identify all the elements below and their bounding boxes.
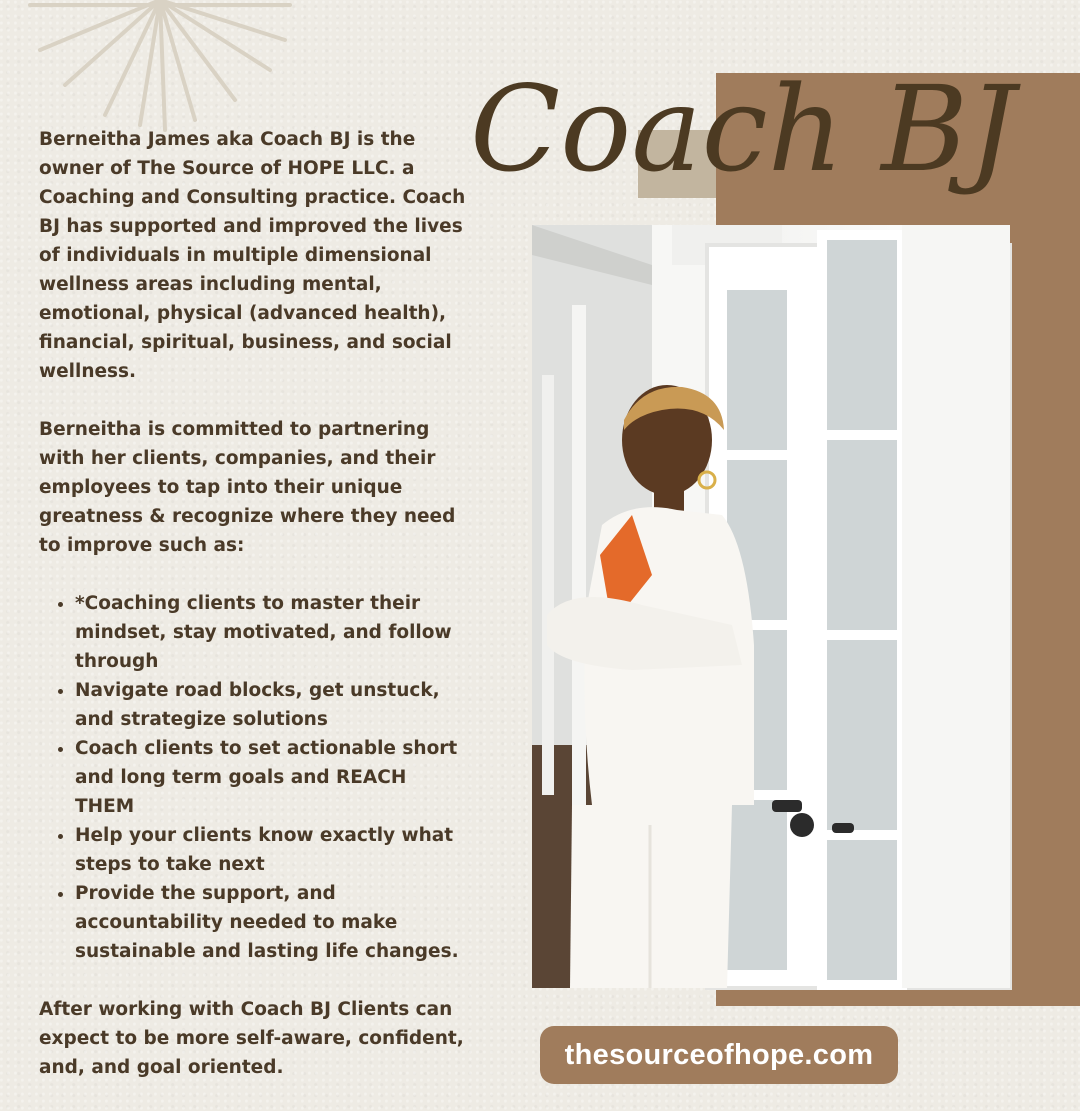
list-item: • *Coaching clients to master their mindset, stay motivated, and follow through (75, 589, 469, 676)
bio-commitment: Berneitha is committed to partnering with her clients, companies, and their employees to tap into their unique greatness & recognize where they need to improve such as: (39, 419, 456, 556)
bio-closing: After working with Coach BJ Clients can expect to be more self-aware, confident, and, and goal oriented. (39, 999, 464, 1078)
portrait-photo (532, 225, 1010, 988)
portrait-illustration (532, 225, 1010, 988)
list-item: • Coach clients to set actionable short and long term goals and REACH THEM (75, 734, 469, 821)
list-item: • Help your clients know exactly what steps to take next (75, 821, 469, 879)
list-item: • Provide the support, and accountability needed to make sustainable and lasting life changes. (75, 879, 469, 966)
bio-intro: Berneitha James aka Coach BJ is the owner of The Source of HOPE LLC. a Coaching and Consulting practice. Coach BJ has supported and improved the lives of individuals in multiple dimensional wellness areas including mental, emotional, physical (advanced health), financial, spiritual, business, and social wellness. (39, 129, 466, 382)
sunburst-decoration (20, 0, 300, 130)
page-title (460, 20, 1016, 220)
website-link[interactable]: thesourceofhope.com (540, 1026, 898, 1084)
improvement-list (39, 589, 469, 966)
bio-section (39, 125, 469, 1111)
list-item: • Navigate road blocks, get unstuck, and strategize solutions (75, 676, 469, 734)
svg-text:Coach BJ: Coach BJ (470, 60, 1016, 198)
